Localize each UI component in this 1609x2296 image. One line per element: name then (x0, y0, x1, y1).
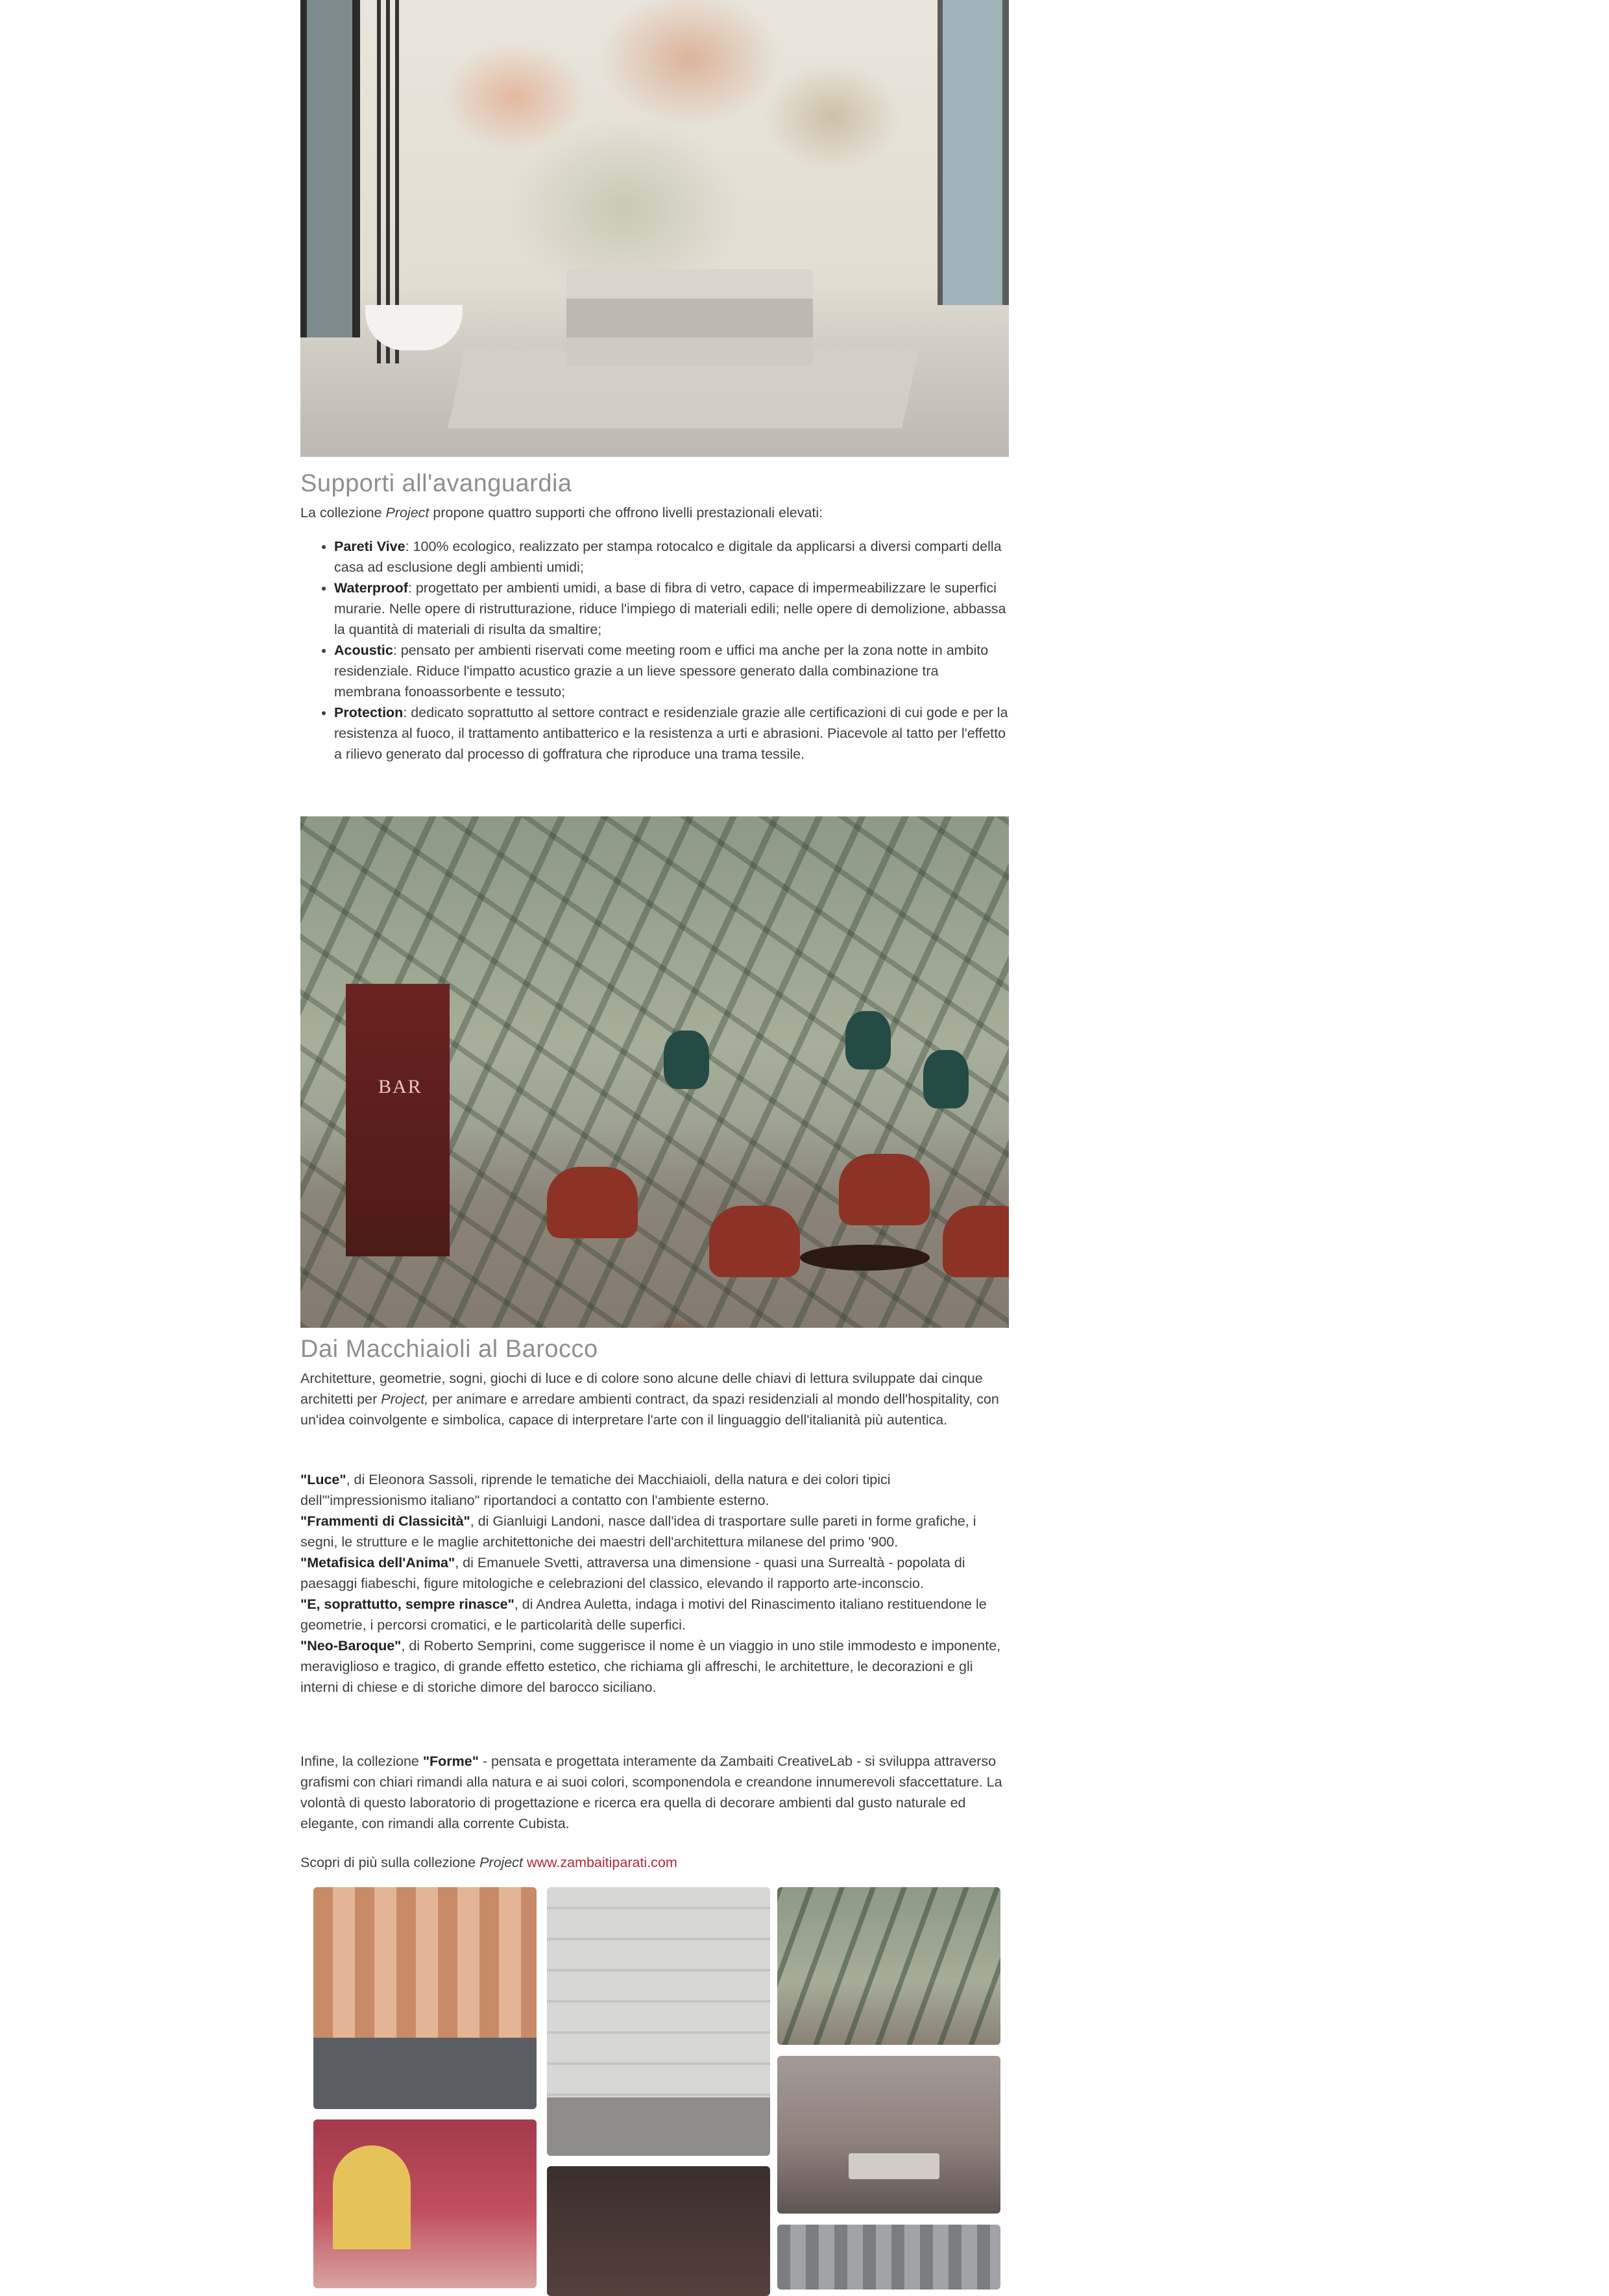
bed (566, 269, 813, 367)
gallery-image-columns (777, 2225, 1000, 2290)
window-frame-right (938, 0, 1009, 305)
armchair (943, 1206, 1009, 1277)
list-item: • Acoustic: pensato per ambienti riservati come meeting room e uffici ma anche per la zona notte in ambito residenziale. Riduce l'impatto acustico grazie a un lieve spessore generato dalla combinazione tra membrana fonoassorbente e tessuto; (334, 640, 1009, 702)
arch (333, 2145, 411, 2249)
floor (313, 2038, 537, 2109)
section-title-supporti: Supporti all'avanguardia (300, 470, 572, 497)
pendant-lamp (845, 1011, 891, 1069)
gallery-image-bedroom (777, 2056, 1000, 2214)
section1-intro: La collezione Project propone quattro supporti che offrono livelli prestazionali elevati: (300, 505, 823, 520)
gallery-image-arches (313, 1887, 537, 2109)
list-item: • Protection: dedicato soprattutto al settore contract e residenziale grazie alle certificazioni di cui gode e per la resistenza al fuoco, il trattamento antibatterico e la resistenza a urti e abrasioni. Piacevole al tatto per l'effetto a rilievo generato dal processo di goffratura che riproduce una trama tessile. (334, 702, 1009, 764)
list-item: "Neo-Baroque", di Roberto Semprini, come suggerisce il nome è un viaggio in uno stile immodesto e imponente, meraviglioso e tragico, di grande effetto estetico, che richiama gli affreschi, le architetture, le decorazioni e gli interni di chiese e di storiche dimore del barocco siciliano. (300, 1638, 1001, 1695)
gallery-image-dark-arcade (547, 2166, 770, 2296)
armchair (547, 1167, 638, 1238)
discover-line: Scopri di più sulla collezione Project www.zambaitiparati.com (300, 1855, 677, 1870)
window-frame-left (300, 0, 360, 337)
gallery-image-white-tiles (547, 1887, 770, 2156)
list-item: • Pareti Vive: 100% ecologico, realizzato per stampa rotocalco e digitale da applicarsi a diversi comparti della casa ad esclusione degli ambienti umidi; (334, 536, 1009, 578)
list-item: "Luce", di Eleonora Sassoli, riprende le tematiche dei Macchiaioli, della natura e dei colori tipici dell'"impressionismo italiano" riportandoci a contatto con l'ambiente esterno. (300, 1472, 891, 1508)
coffee-table (800, 1245, 930, 1271)
supports-list (300, 536, 1009, 764)
gallery-image-lounge (777, 1887, 1000, 2045)
floor (547, 2097, 770, 2156)
forme-paragraph: Infine, la collezione "Forme" - pensata e progettata interamente da Zambaiti CreativeLab - si sviluppa attraverso grafismi con chiari rimandi alla natura e ai suoi colori, scomponendola e creandone innumerevoli sfaccettature. La volontà di questo laboratorio di progettazione e ricerca era quella di decorare ambienti dal gusto naturale ed elegante, con rimandi alla corrente Cubista. (300, 1753, 1002, 1831)
armchair (709, 1206, 800, 1277)
bar-doorway (346, 984, 450, 1256)
bed (849, 2153, 939, 2179)
list-item: "E, soprattutto, sempre rinasce", di Andrea Auletta, indaga i motivi del Rinascimento italiano restituendone le geometrie, i percorsi cromatici, e le particolarità delle superfici. (300, 1596, 987, 1633)
pendant-lamp (664, 1031, 709, 1089)
bedroom-wallpaper-photo (300, 0, 1009, 457)
section-title-macchiaioli: Dai Macchiaioli al Barocco (300, 1336, 598, 1363)
website-link[interactable]: www.zambaitiparati.com (526, 1855, 677, 1870)
lounge-bar-wallpaper-photo (300, 816, 1009, 1328)
bar-sign: BAR (378, 1076, 422, 1097)
gallery-image-pink-room (313, 2119, 537, 2288)
list-item: "Frammenti di Classicità", di Gianluigi Landoni, nasce dall'idea di trasportare sulle pareti in forme grafiche, i segni, le strutture e le maglie architettoniche dei maestri dell'architettura milanese del primo '900. (300, 1513, 976, 1550)
list-item: • Waterproof: progettato per ambienti umidi, a base di fibra di vetro, capace di impermeabilizzare le superfici murarie. Nelle opere di ristrutturazione, riduce l'impiego di materiali edili; nelle opere di demolizione, abbassa la quantità di materiali di risulta da smaltire; (334, 578, 1009, 640)
section2-intro: Architetture, geometrie, sogni, giochi di luce e di colore sono alcune delle chiavi di lettura sviluppate dai cinque architetti per Project, per animare e arredare ambienti contract, da spazi residenziali al mondo dell'hospitality, con un'idea coinvolgente e simbolica, capace di interpretare l'arte con il linguaggio dell'italianità più autentica. (300, 1371, 999, 1428)
armchair (839, 1154, 930, 1225)
list-item: "Metafisica dell'Anima", di Emanuele Svetti, attraversa una dimensione - quasi una Surrealtà - popolata di paesaggi fiabeschi, figure mitologiche e celebrazioni del classico, elevando il rapporto arte-inconscio. (300, 1555, 965, 1591)
authors-list (300, 1469, 1009, 1698)
pendant-lamp (923, 1050, 969, 1108)
